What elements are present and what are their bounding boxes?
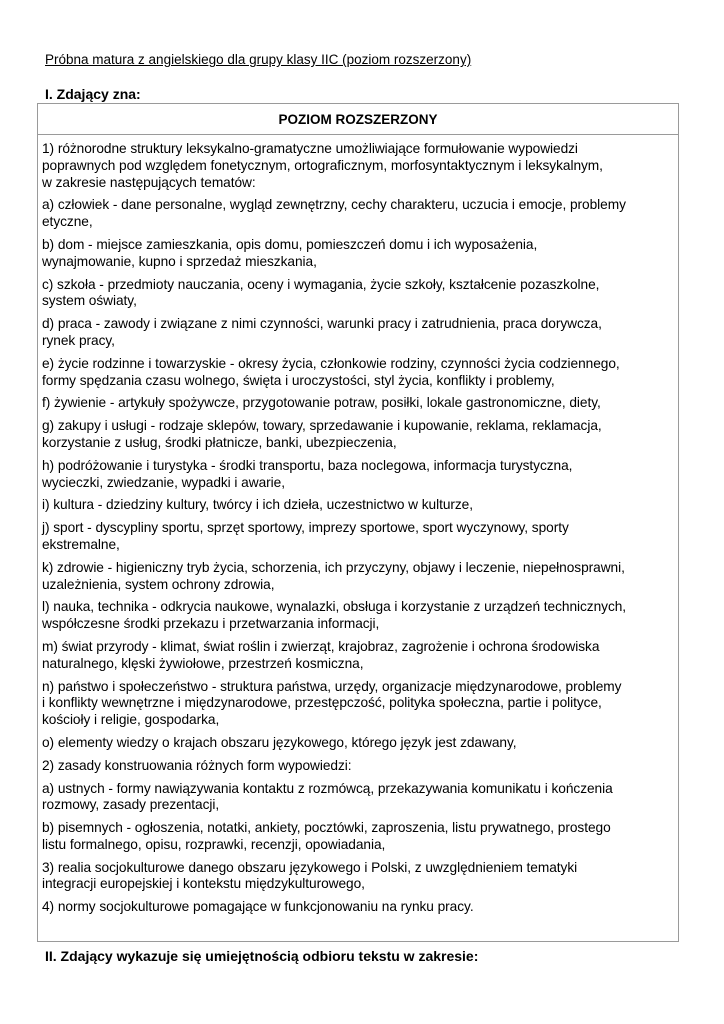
list-item: h) podróżowanie i turystyka - środki transportu, baza noclegowa, informacja turystyczna, wycieczki, zwiedzanie, wypadki i awarie, [42, 457, 573, 490]
list-item: k) zdrowie - higieniczny tryb życia, schorzenia, ich przyczyny, objawy i leczenie, niepełnosprawni, uzależnienia, system ochrony zdrowia, [42, 559, 625, 592]
list-item: 4) normy socjokulturowe pomagające w funkcjonowaniu na rynku pracy. [42, 899, 474, 915]
section-heading-2: II. Zdający wykazuje się umiejętnością odbioru tekstu w zakresie: [45, 948, 479, 964]
table-body [38, 135, 678, 916]
list-item: 3) realia socjokulturowe danego obszaru językowego i Polski, z uwzględnieniem tematyki integracji europejskiej i kontekstu międzykulturowego, [42, 859, 578, 892]
list-item: 1) różnorodne struktury leksykalno-gramatyczne umożliwiające formułowanie wypowiedzi poprawnych pod względem fonetycznym, ortograficznym, morfosyntaktycznym i leksykalnym, w zakresie następujących tematów: [42, 141, 603, 190]
list-item: c) szkoła - przedmioty nauczania, oceny i wymagania, życie szkoły, kształcenie pozaszkolne, system oświaty, [42, 276, 600, 309]
list-item: a) ustnych - formy nawiązywania kontaktu z rozmówcą, przekazywania komunikatu i kończenia rozmowy, zasady prezentacji, [42, 780, 613, 813]
list-item: d) praca - zawody i związane z nimi czynności, warunki pracy i zatrudnienia, praca dorywcza, rynek pracy, [42, 316, 602, 348]
list-item: f) żywienie - artykuły spożywcze, przygotowanie potraw, posiłki, lokale gastronomiczne, diety, [42, 395, 601, 411]
table-header: POZIOM ROZSZERZONY [38, 104, 678, 135]
section-heading-1: I. Zdający zna: [45, 86, 141, 102]
list-item: b) pisemnych - ogłoszenia, notatki, ankiety, pocztówki, zaproszenia, listu prywatnego, prostego listu formalnego, opisu, rozprawki, recenzji, opowiadania, [42, 820, 611, 852]
list-item: e) życie rodzinne i towarzyskie - okresy życia, członkowie rodziny, czynności życia codziennego, formy spędzania czasu wolnego, święta i uroczystości, styl życia, konflikty i problemy, [42, 355, 620, 388]
list-item: m) świat przyrody - klimat, świat roślin i zwierząt, krajobraz, zagrożenie i ochrona środowiska naturalnego, klęski żywiołowe, przestrzeń kosmiczna, [42, 638, 600, 671]
requirements-table [37, 103, 679, 942]
list-item: i) kultura - dziedziny kultury, twórcy i ich dzieła, uczestnictwo w kulturze, [42, 497, 474, 513]
list-item: n) państwo i społeczeństwo - struktura państwa, urzędy, organizacje międzynarodowe, problemy i konflikty wewnętrzne i międzynarodowe, przestępczość, polityka społeczna, partie i polityce, kościoły i religie, gospodarka, [42, 678, 622, 728]
list-item: a) człowiek - dane personalne, wygląd zewnętrzny, cechy charakteru, uczucia i emocje, problemy etyczne, [42, 197, 626, 230]
list-item: o) elementy wiedzy o krajach obszaru językowego, którego język jest zdawany, [42, 734, 517, 750]
list-item: 2) zasady konstruowania różnych form wypowiedzi: [42, 757, 352, 773]
list-item: l) nauka, technika - odkrycia naukowe, wynalazki, obsługa i korzystanie z urządzeń technicznych, współczesne środki przekazu i przetwarzania informacji, [42, 599, 627, 632]
list-item: g) zakupy i usługi - rodzaje sklepów, towary, sprzedawanie i kupowanie, reklama, reklamacja, korzystanie z usług, środki płatnicze, banki, ubezpieczenia, [42, 418, 602, 450]
document-title: Próbna matura z angielskiego dla grupy klasy IIC (poziom rozszerzony) [45, 52, 472, 67]
list-item: j) sport - dyscypliny sportu, sprzęt sportowy, imprezy sportowe, sport wyczynowy, sporty ekstremalne, [42, 520, 569, 552]
list-item: b) dom - miejsce zamieszkania, opis domu, pomieszczeń domu i ich wyposażenia, wynajmowanie, kupno i sprzedaż mieszkania, [42, 236, 538, 269]
